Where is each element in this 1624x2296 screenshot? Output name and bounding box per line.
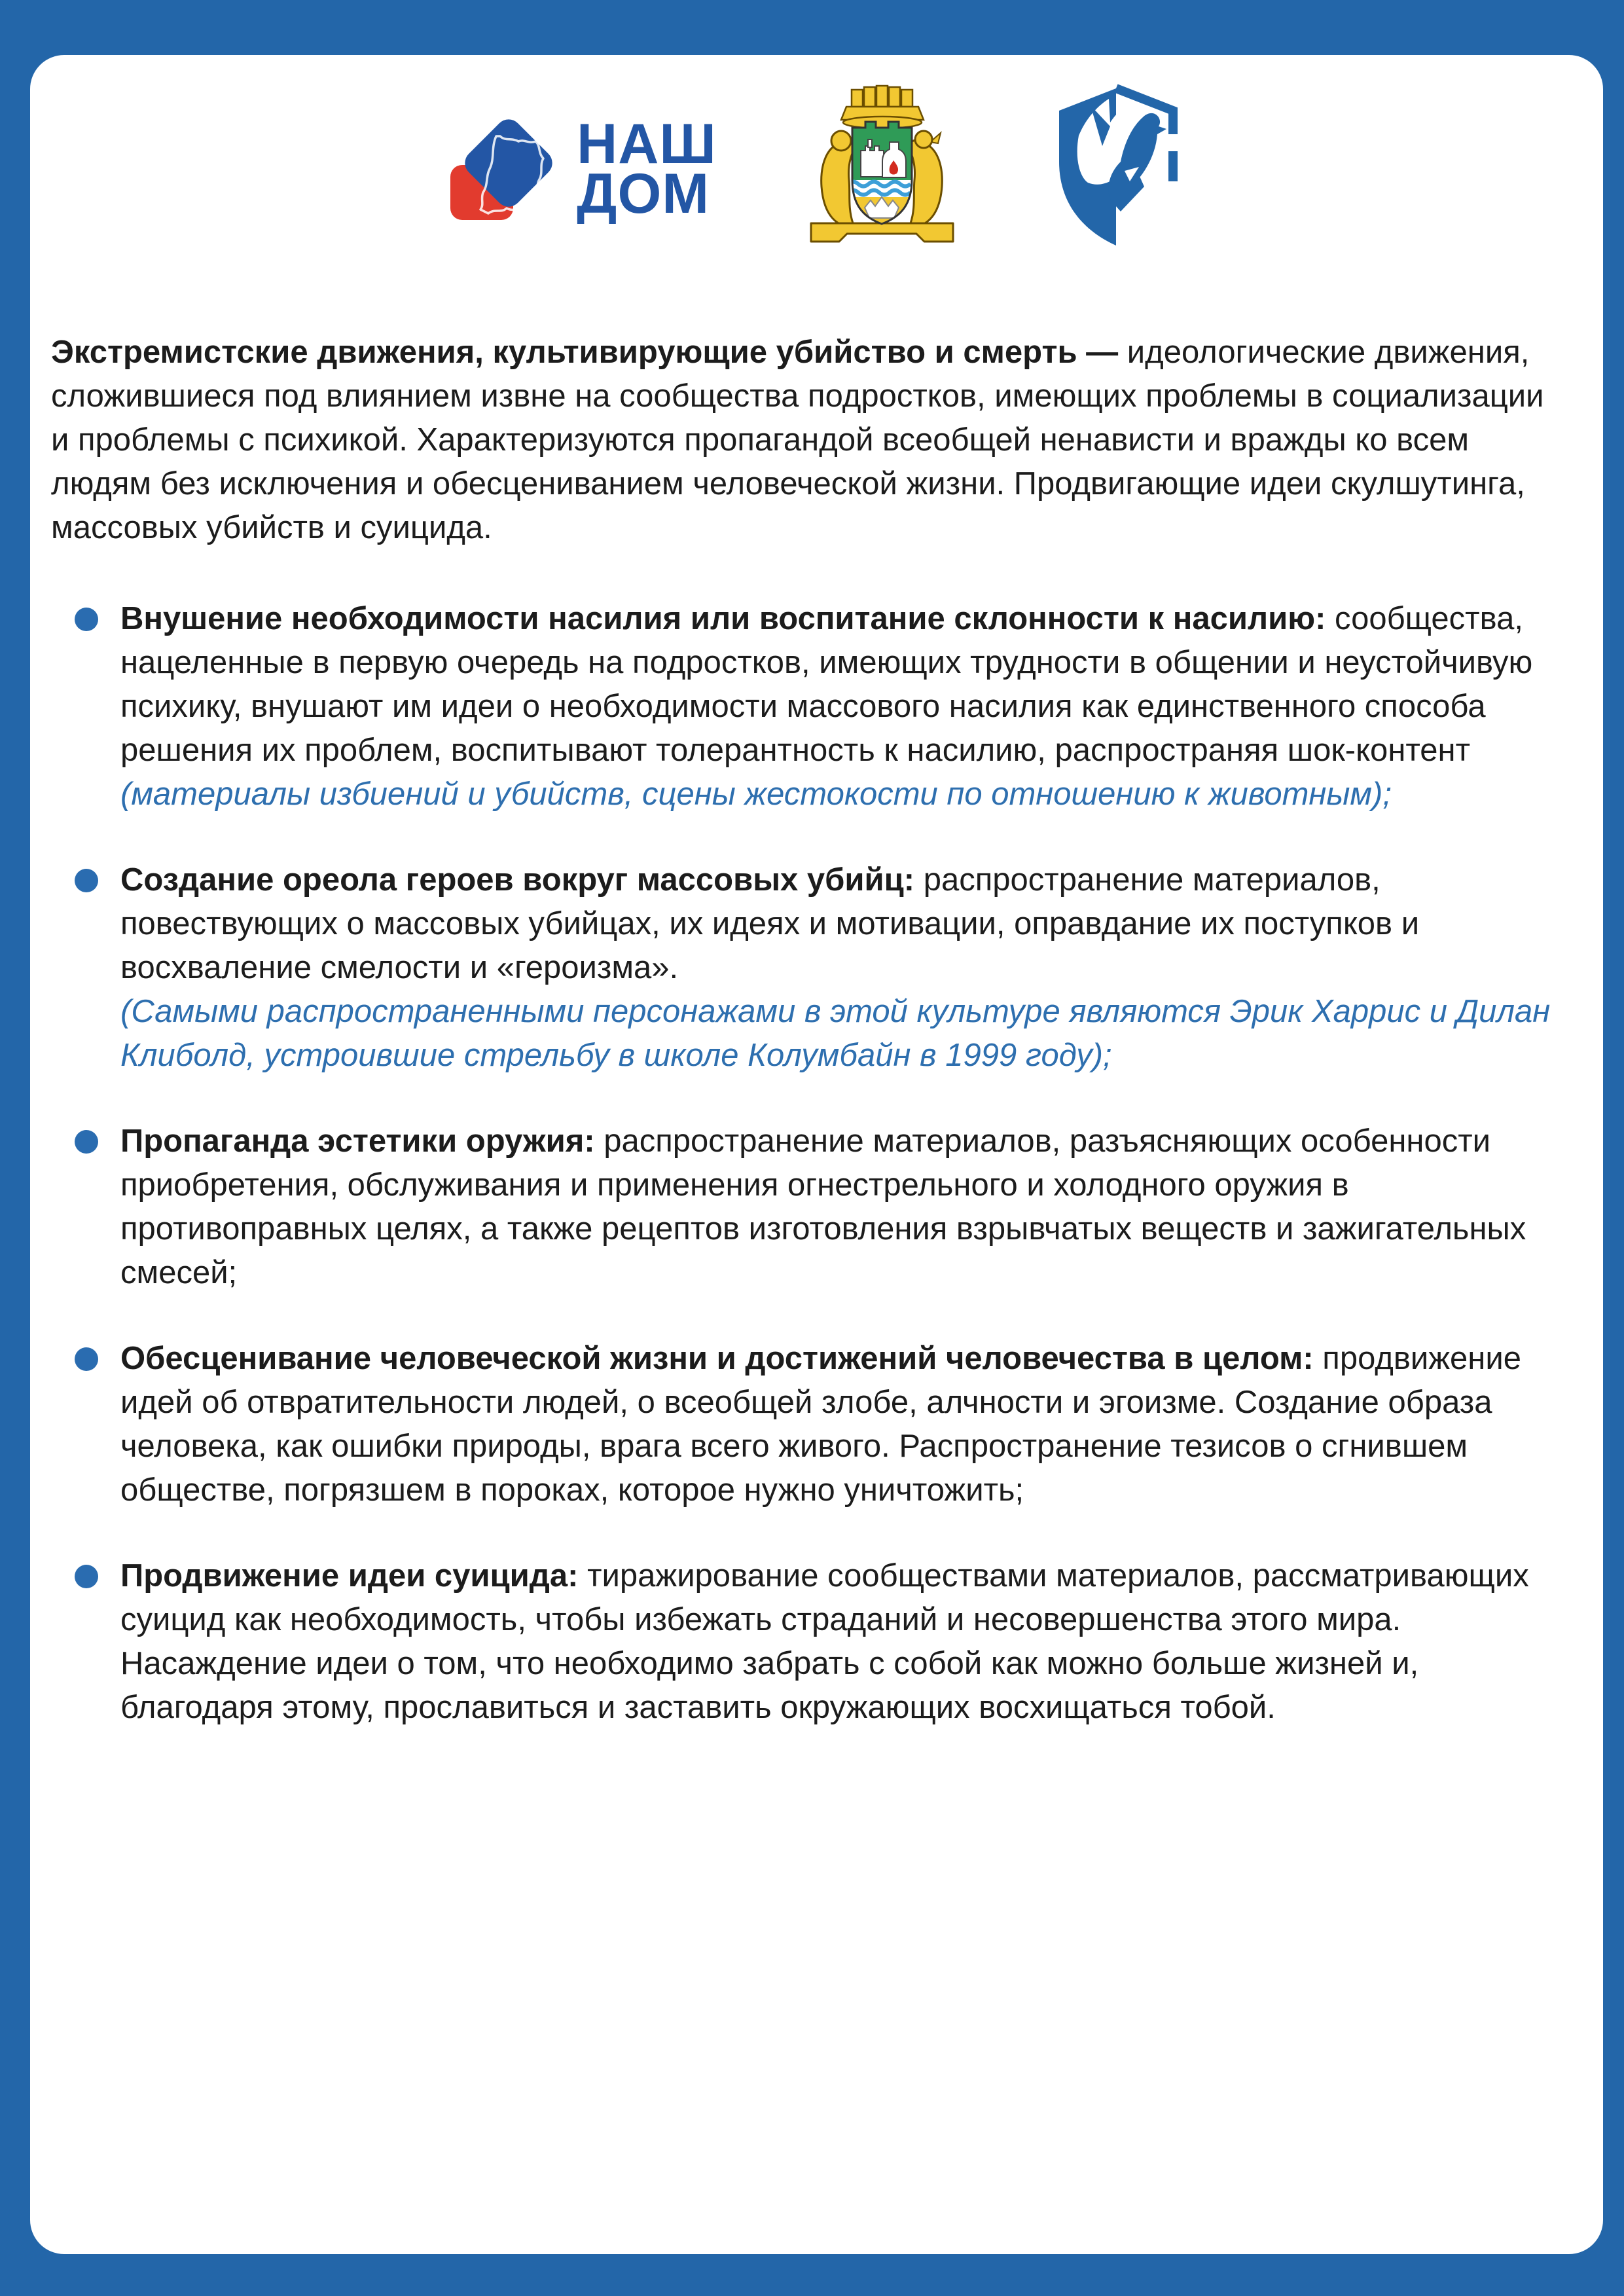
yekaterinburg-coat-of-arms-icon (789, 82, 975, 257)
text-segment: Продвижение идеи суицида: (120, 1558, 588, 1594)
content-body (30, 261, 1603, 1730)
bullet-icon (75, 608, 98, 631)
list-item (51, 1337, 1561, 1512)
list-item (51, 1120, 1561, 1295)
bullet-text (120, 1341, 1521, 1508)
intro-paragraph (51, 331, 1561, 550)
text-segment: идеологические движения, сложившиеся под влиянием извне на сообщества подростков, имеющих проблемы в социализации и проблемы с психикой. Характеризуются пропагандой всеобщей ненависти и вражды ко всем людям без исключения и обесцениванием человеческой жизни. Продвигающие идеи скулшутинга, массовых убийств и суицида. (51, 335, 1544, 545)
list-item (51, 1554, 1561, 1730)
text-segment: сообщества, нацеленные в первую очередь на подростков, имеющих трудности в общении и неустойчивую психику, внушают им идеи о необходимости массового насилия как единственного способа решения их проблем, воспитывают толерантность к насилию, распространяя шок-контент (120, 601, 1533, 768)
text-segment: (Самыми распространенными персонажами в этой культуре являются Эрик Харрис и Дилан Клиболд, устроившие стрельбу в школе Колумбайн в 1999 году); (120, 994, 1551, 1073)
bullet-text (120, 601, 1532, 812)
bullet-text (120, 1558, 1529, 1725)
header-logos (30, 55, 1603, 261)
nash-dom-icon (445, 110, 560, 228)
list-item (51, 597, 1561, 816)
text-segment: Создание ореола героев вокруг массовых убийц: (120, 862, 924, 898)
bullet-icon (75, 1565, 98, 1588)
bullet-text (120, 1123, 1526, 1290)
text-segment: Экстремистские движения, культивирующие убийство и смерть — (51, 335, 1127, 370)
bullet-icon (75, 1347, 98, 1371)
text-segment: тиражирование сообществами материалов, рассматривающих суицид как необходимость, чтобы избежать страданий и несовершенства этого мира. Насаждение идеи о том, что необходимо забрать с собой как можно больше жизней и, благодаря этому, прославиться и заставить окружающих восхищаться тобой. (120, 1558, 1529, 1725)
text-segment: Внушение необходимости насилия или воспитание склонности к насилию: (120, 601, 1335, 636)
text-segment: распространение материалов, повествующих о массовых убийцах, их идеях и мотивации, оправдание их поступков и восхваление смелости и «героизма». (120, 862, 1420, 985)
text-segment: Пропаганда эстетики оружия: (120, 1123, 604, 1159)
nash-dom-word-line2: ДОМ (577, 162, 710, 225)
list-item (51, 858, 1561, 1078)
extremist-signs-list (51, 597, 1561, 1730)
text-segment: (материалы избиений и убийств, сцены жестокости по отношению к животным); (120, 776, 1392, 812)
content-card (30, 55, 1603, 2254)
bullet-icon (75, 1130, 98, 1154)
text-segment: продвижение идей об отвратительности людей, о всеобщей злобе, алчности и эгоизме. Создание образа человека, как ошибки природы, врага всего живого. Распространение тезисов о сгнившем обществе, погрязшем в пороках, которое нужно уничтожить; (120, 1341, 1521, 1508)
nash-dom-logo (445, 110, 717, 228)
nash-dom-word-line1: НАШ (577, 113, 717, 175)
dove-shield-icon (1047, 83, 1188, 255)
nash-dom-wordmark (577, 113, 717, 225)
text-segment: Обесценивание человеческой жизни и достижений человечества в целом: (120, 1341, 1323, 1376)
bullet-text (120, 862, 1550, 1073)
bullet-icon (75, 869, 98, 892)
text-segment: распространение материалов, разъясняющих особенности приобретения, обслуживания и применения огнестрельного и холодного оружия в противоправных целях, а также рецептов изготовления взрывчатых веществ и зажигательных смесей; (120, 1123, 1526, 1290)
